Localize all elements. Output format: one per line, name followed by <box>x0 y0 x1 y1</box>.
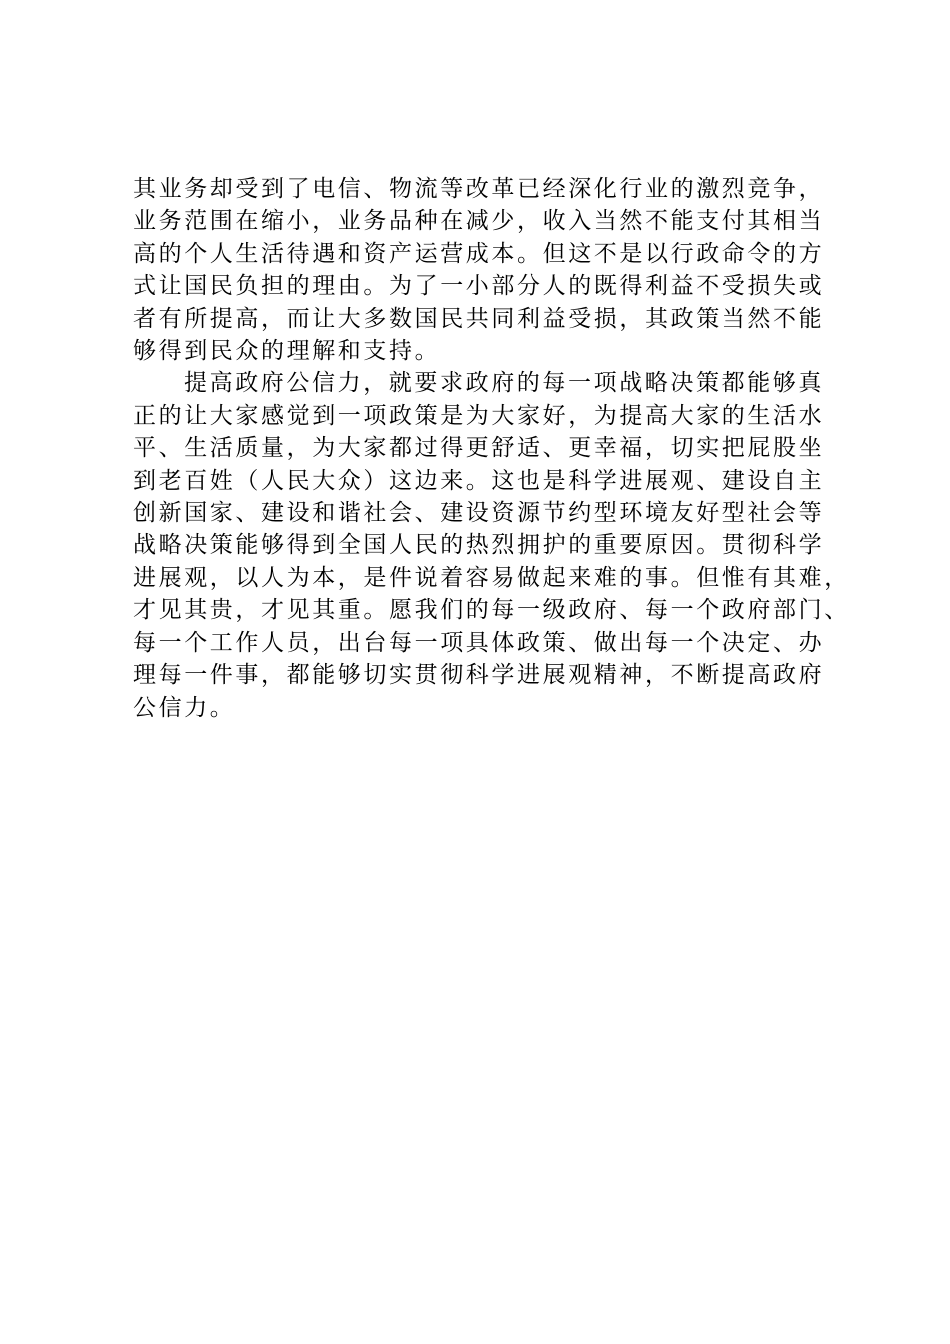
text-line: 进展观，以人为本，是件说着容易做起来难的事。但惟有其难， <box>133 564 850 591</box>
text-line: 够得到民众的理解和支持。 <box>133 338 441 365</box>
body-text <box>133 173 850 724</box>
text-line: 高的个人生活待遇和资产运营成本。但这不是以行政命令的方 <box>133 240 825 267</box>
text-line: 理每一件事，都能够切实贯彻科学进展观精神，不断提高政府 <box>133 662 825 689</box>
text-line: 创新国家、建设和谐社会、建设资源节约型环境友好型社会等 <box>133 500 825 527</box>
text-line: 提高政府公信力，就要求政府的每一项战略决策都能够真 <box>184 370 824 397</box>
text-line: 者有所提高，而让大多数国民共同利益受损，其政策当然不能 <box>133 305 825 332</box>
text-line: 正的让大家感觉到一项政策是为大家好，为提高大家的生活水 <box>133 402 825 429</box>
paragraph-2 <box>133 367 850 723</box>
text-line: 其业务却受到了电信、物流等改革已经深化行业的激烈竞争， <box>133 176 825 202</box>
text-line: 到老百姓（人民大众）这边来。这也是科学进展观、建设自主 <box>133 467 825 494</box>
text-line: 战略决策能够得到全国人民的热烈拥护的重要原因。贯彻科学 <box>133 532 825 559</box>
text-line: 才见其贵，才见其重。愿我们的每一级政府、每一个政府部门、 <box>133 597 850 624</box>
text-line: 式让国民负担的理由。为了一小部分人的既得利益不受损失或 <box>133 273 825 300</box>
text-line: 业务范围在缩小，业务品种在减少，收入当然不能支付其相当 <box>133 208 825 235</box>
paragraph-1 <box>133 173 833 367</box>
text-line: 每一个工作人员，出台每一项具体政策、做出每一个决定、办 <box>133 629 825 656</box>
text-line: 公信力。 <box>133 694 236 721</box>
text-line: 平、生活质量，为大家都过得更舒适、更幸福，切实把屁股坐 <box>133 435 825 462</box>
